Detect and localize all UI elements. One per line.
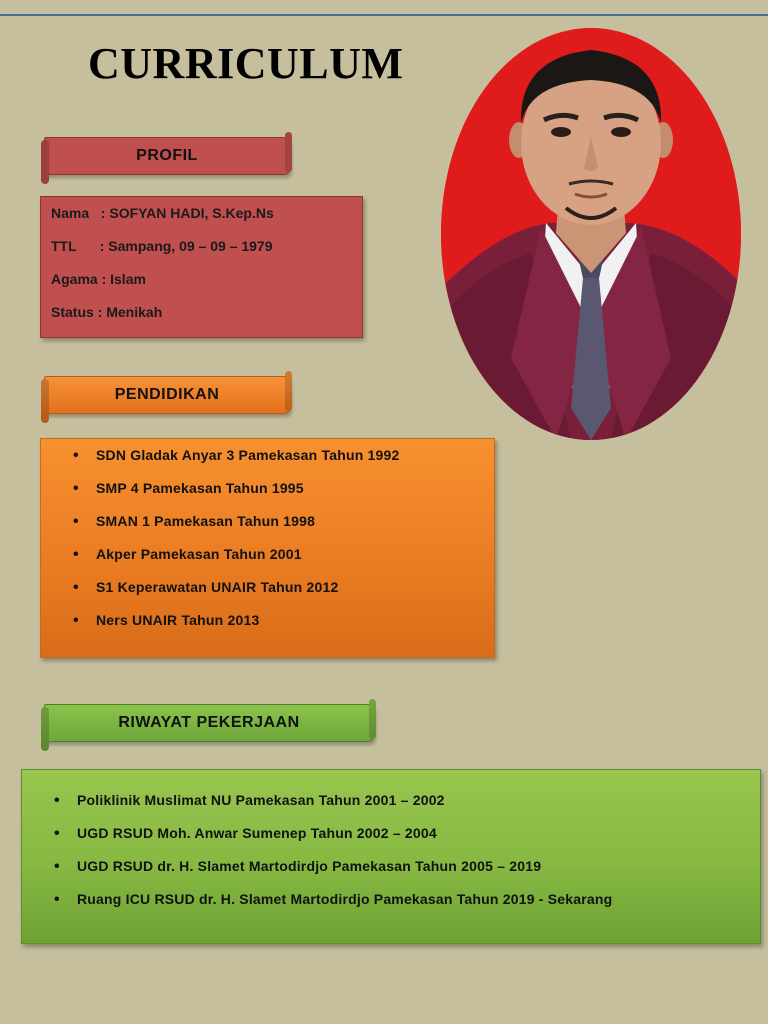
riwayat-list bbox=[32, 792, 750, 924]
profil-row-status: Status : Menikah bbox=[51, 304, 163, 320]
list-item: • SMAN 1 Pamekasan Tahun 1998 bbox=[51, 513, 484, 546]
riwayat-box bbox=[21, 769, 761, 944]
profile-photo bbox=[441, 28, 741, 440]
riwayat-heading: RIWAYAT PEKERJAAN bbox=[118, 714, 300, 731]
profil-box bbox=[40, 196, 363, 338]
top-rule bbox=[0, 14, 768, 16]
list-item: • Poliklinik Muslimat NU Pamekasan Tahun 2001 – 2002 bbox=[32, 792, 750, 825]
page-title: CURRICULUM bbox=[88, 39, 404, 88]
list-item: • S1 Keperawatan UNAIR Tahun 2012 bbox=[51, 579, 484, 612]
profil-row-ttl: TTL : Sampang, 09 – 09 – 1979 bbox=[51, 238, 273, 254]
list-item: • UGD RSUD Moh. Anwar Sumenep Tahun 2002 – 2004 bbox=[32, 825, 750, 858]
pendidikan-list bbox=[51, 447, 484, 645]
portrait-illustration bbox=[441, 28, 741, 440]
list-item: • UGD RSUD dr. H. Slamet Martodirdjo Pamekasan Tahun 2005 – 2019 bbox=[32, 858, 750, 891]
profil-banner bbox=[44, 137, 290, 175]
profil-heading: PROFIL bbox=[136, 147, 198, 164]
profil-row-agama: Agama : Islam bbox=[51, 271, 146, 287]
list-item: • Ners UNAIR Tahun 2013 bbox=[51, 612, 484, 645]
pendidikan-banner bbox=[44, 376, 290, 414]
list-item: • SMP 4 Pamekasan Tahun 1995 bbox=[51, 480, 484, 513]
pendidikan-heading: PENDIDIKAN bbox=[114, 386, 220, 403]
list-item: • SDN Gladak Anyar 3 Pamekasan Tahun 1992 bbox=[51, 447, 484, 480]
list-item: • Akper Pamekasan Tahun 2001 bbox=[51, 546, 484, 579]
list-item: • Ruang ICU RSUD dr. H. Slamet Martodirdjo Pamekasan Tahun 2019 - Sekarang bbox=[32, 891, 750, 924]
pendidikan-box bbox=[40, 438, 495, 658]
profil-row-nama: Nama : SOFYAN HADI, S.Kep.Ns bbox=[51, 205, 274, 221]
riwayat-banner bbox=[44, 704, 374, 742]
